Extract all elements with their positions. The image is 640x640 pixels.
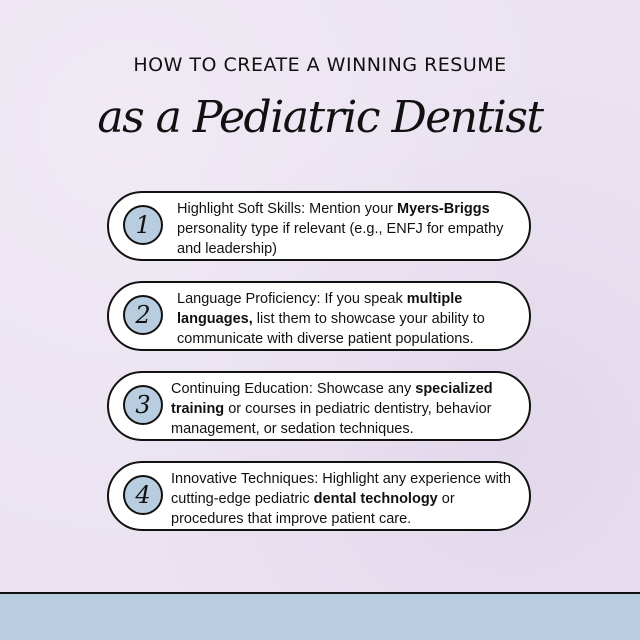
tip-text bbox=[171, 379, 515, 439]
number-badge bbox=[123, 295, 163, 335]
tip-text-highlight: multiple languages, bbox=[177, 291, 463, 327]
tip-number: 3 bbox=[135, 391, 151, 419]
tip-text bbox=[177, 289, 515, 349]
tip-text-lead: Innovative Techniques: Highlight any experience with cutting-edge pediatric bbox=[171, 471, 511, 507]
tip-text-lead: Highlight Soft Skills: Mention your bbox=[177, 201, 398, 217]
footer-band bbox=[0, 592, 640, 640]
tip-text-highlight: dental technology bbox=[313, 491, 438, 507]
tip-text-highlight: Myers-Briggs bbox=[397, 201, 490, 217]
tip-number: 2 bbox=[135, 301, 151, 329]
number-badge bbox=[123, 385, 163, 425]
tip-number: 4 bbox=[135, 481, 151, 509]
tip-text-rest: personality type if relevant (e.g., ENFJ for empathy and leadership) bbox=[177, 221, 504, 257]
tip-card-1 bbox=[107, 191, 531, 261]
tip-text-lead: Continuing Education: Showcase any bbox=[171, 381, 416, 397]
page-title: as a Pediatric Dentist bbox=[97, 92, 543, 143]
tip-text-rest: list them to showcase your ability to communicate with diverse patient populations. bbox=[177, 311, 485, 347]
tip-text bbox=[171, 469, 515, 529]
number-badge bbox=[123, 205, 163, 245]
subtitle: HOW TO CREATE A WINNING RESUME bbox=[133, 54, 507, 76]
tip-card-4 bbox=[107, 461, 531, 531]
tip-card-2 bbox=[107, 281, 531, 351]
tip-text-highlight: specialized training bbox=[171, 381, 493, 417]
tip-card-3 bbox=[107, 371, 531, 441]
number-badge bbox=[123, 475, 163, 515]
tip-number: 1 bbox=[135, 211, 151, 239]
tip-text-lead: Language Proficiency: If you speak bbox=[177, 291, 407, 307]
tip-text bbox=[177, 199, 515, 259]
tip-text-rest: or procedures that improve patient care. bbox=[171, 491, 455, 527]
tip-text-rest: or courses in pediatric dentistry, behavior management, or sedation techniques. bbox=[171, 401, 492, 437]
